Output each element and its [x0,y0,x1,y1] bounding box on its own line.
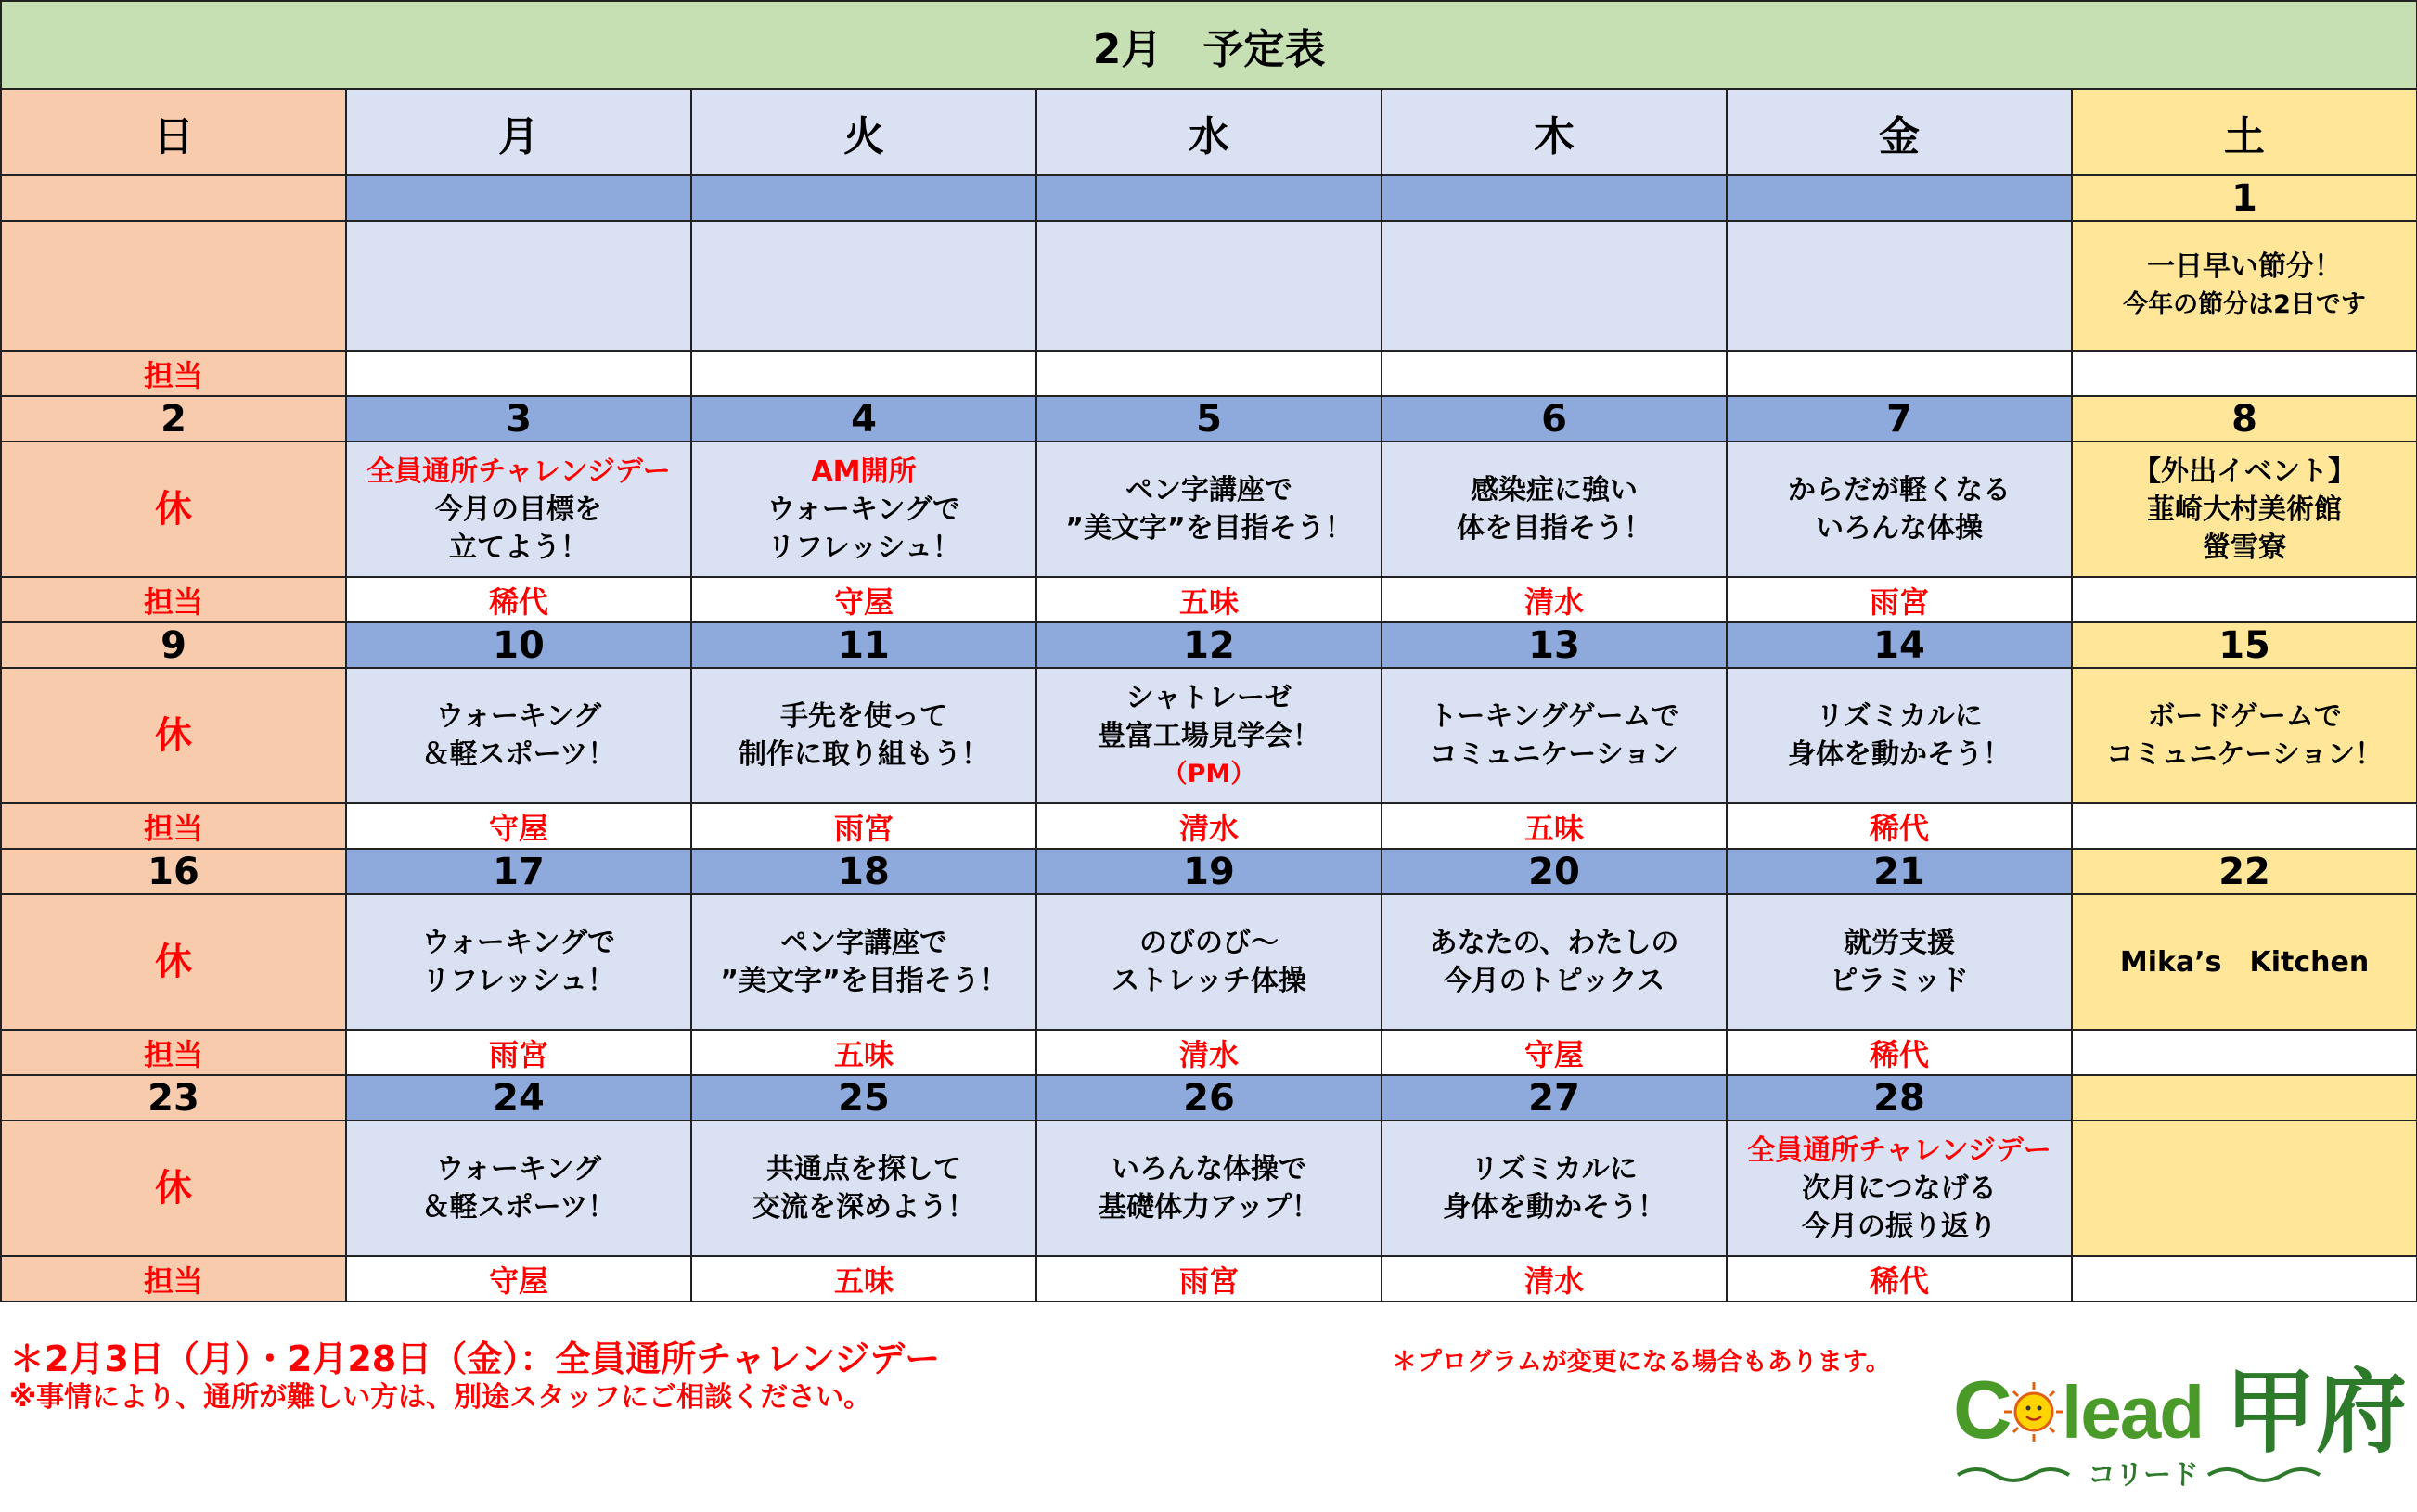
event-cell [2072,221,2417,351]
event-highlight: AM開所 [811,455,917,488]
date-number: 9 [1,622,346,668]
event-line: 今月のトピックス [1443,965,1665,997]
event-line: リフレッシュ！ [767,531,960,564]
event-text [2073,453,2416,567]
challenge-day-note: ＊2月3日（月）・2月28日（金）：全員通所チャレンジデー [9,1339,941,1379]
event-text [1037,471,1381,547]
sun-icon [2004,1382,2063,1442]
date-number: 6 [1382,396,1727,442]
staff-in-charge: 雨宮 [1727,577,2072,622]
logo-wave-right [2208,1469,2320,1480]
date-number: 16 [1,849,346,894]
date-number: 26 [1036,1075,1382,1121]
event-text [1728,471,2071,547]
staff-in-charge [2072,1030,2417,1075]
staff-in-charge [691,351,1036,396]
event-line: いろんな体操で [1112,1153,1306,1185]
program-change-note: ＊プログラムが変更になる場合もあります。 [1392,1348,1891,1377]
staff-in-charge [2072,351,2417,396]
consult-note: ※事情により、通所が難しい方は、別途スタッフにご相談ください。 [9,1381,872,1414]
logo-lead: lead [2062,1371,2204,1454]
event-text [692,924,1035,1000]
weekday-header: 火 [691,89,1036,175]
event-text [2073,698,2416,774]
staff-in-charge: 雨宮 [346,1030,691,1075]
staff-in-charge: 清水 [1036,803,1382,849]
staff-in-charge: 守屋 [346,803,691,849]
event-line: 一日早い節分！ [2147,250,2343,283]
event-line: のびのび～ [1139,927,1279,959]
tanto-label: 担当 [1,1030,346,1075]
date-number: 21 [1727,849,2072,894]
event-line: 身体を動かそう！ [1443,1191,1665,1224]
staff-in-charge [346,351,691,396]
date-number: 11 [691,622,1036,668]
event-text [1382,471,1726,547]
date-number [1036,175,1382,221]
date-number: 1 [2072,175,2417,221]
date-number: 13 [1382,622,1727,668]
staff-in-charge: 稀代 [346,577,691,622]
date-number: 17 [346,849,691,894]
tanto-label: 担当 [1,577,346,622]
tanto-label: 担当 [1,803,346,849]
date-number: 22 [2072,849,2417,894]
event-line: コミュニケーション [1429,738,1679,771]
staff-in-charge: 清水 [1036,1030,1382,1075]
event-line: 共通点を探して [766,1153,961,1185]
event-cell [2072,668,2417,803]
date-number [1,175,346,221]
rest-label: 休 [155,940,192,983]
event-line: ストレッチ体操 [1112,965,1306,997]
logo-sub: コリード [2088,1459,2199,1492]
event-cell [1036,668,1382,803]
event-text [2073,943,2416,981]
event-cell [1036,221,1382,351]
event-cell [691,668,1036,803]
logo-c: C [1953,1364,2012,1455]
date-number: 7 [1727,396,2072,442]
event-line: リズミカルに [1816,700,1983,733]
event-line: 交流を深めよう！ [752,1191,975,1224]
event-cell [691,894,1036,1030]
event-cell [2072,442,2417,577]
event-cell [691,442,1036,577]
staff-in-charge: 五味 [1382,803,1727,849]
event-line: リフレッシュ！ [422,965,615,997]
event-text [1728,924,2071,1000]
event-text [692,1150,1035,1226]
event-line: ウォーキングで [422,927,615,959]
event-text [1037,924,1381,1000]
staff-in-charge: 五味 [1036,577,1382,622]
event-cell [1036,894,1382,1030]
date-number: 25 [691,1075,1036,1121]
event-cell [1382,894,1727,1030]
event-line: コミュニケーション！ [2105,738,2384,771]
date-number: 28 [1727,1075,2072,1121]
date-number: 19 [1036,849,1382,894]
staff-in-charge: 雨宮 [691,803,1036,849]
event-note: （PM） [1162,759,1256,788]
event-cell [1036,442,1382,577]
tanto-label: 担当 [1,351,346,396]
event-cell [346,221,691,351]
event-cell [346,442,691,577]
date-number: 14 [1727,622,2072,668]
date-number: 27 [1382,1075,1727,1121]
event-line: 立てよう！ [449,531,588,564]
staff-in-charge: 稀代 [1727,803,2072,849]
event-text [1728,1170,2071,1246]
event-line: いろんな体操 [1816,512,1983,545]
event-text [347,924,690,1000]
date-number [2072,1075,2417,1121]
event-line: 身体を動かそう！ [1788,738,2011,771]
event-line: 豊富工場見学会！ [1098,719,1320,752]
sunday-cell [1,221,346,351]
event-cell [1727,668,2072,803]
event-text [1037,679,1381,755]
event-line: あなたの、わたしの [1429,927,1679,959]
notes [9,1338,940,1416]
staff-in-charge [1036,351,1382,396]
date-number: 2 [1,396,346,442]
event-text [1037,1150,1381,1226]
rest-label: 休 [155,1166,192,1210]
staff-in-charge: 稀代 [1727,1256,2072,1301]
event-cell [1036,1121,1382,1256]
event-line: 今月の振り返り [1802,1210,1997,1243]
event-line: ウォーキング [436,700,601,733]
event-line: 手先を使って [780,700,947,733]
event-cell [2072,894,2417,1030]
event-line: 次月につなげる [1802,1172,1997,1205]
event-line: 螢雪寮 [2203,531,2287,564]
colead-kofu-logo [1948,1354,2412,1503]
date-number: 8 [2072,396,2417,442]
logo-kanji: 甲府 [2225,1360,2408,1466]
rest-label: 休 [155,487,192,531]
staff-in-charge: 守屋 [1382,1030,1727,1075]
logo-wave-left [1958,1469,2069,1480]
event-text [347,1150,690,1226]
weekday-header: 月 [346,89,691,175]
staff-in-charge [1727,351,2072,396]
staff-in-charge: 五味 [691,1030,1036,1075]
date-number: 24 [346,1075,691,1121]
event-text [1382,698,1726,774]
event-line: 就労支援 [1844,927,1955,959]
staff-in-charge: 雨宮 [1036,1256,1382,1301]
event-cell [691,221,1036,351]
date-number: 12 [1036,622,1382,668]
date-number [1727,175,2072,221]
sunday-cell [1,442,346,577]
event-line: 制作に取り組もう！ [739,738,989,771]
weekday-header: 水 [1036,89,1382,175]
event-line: ウォーキングで [767,493,960,526]
rest-label: 休 [155,713,192,757]
date-number: 20 [1382,849,1727,894]
event-line: リズミカルに [1471,1153,1638,1185]
staff-in-charge: 守屋 [691,577,1036,622]
event-cell [1382,668,1727,803]
date-number: 4 [691,396,1036,442]
weekday-header: 金 [1727,89,2072,175]
event-line: からだが軽くなる [1788,474,2011,506]
event-line: 体を目指そう！ [1457,512,1652,545]
date-number: 23 [1,1075,346,1121]
staff-in-charge: 清水 [1382,1256,1727,1301]
event-line: 【外出イベント】 [2133,455,2357,488]
event-cell [1382,221,1727,351]
staff-in-charge: 五味 [691,1256,1036,1301]
event-line: ボードゲームで [2147,700,2342,733]
date-number: 15 [2072,622,2417,668]
event-highlight: 全員通所チャレンジデー [366,455,671,488]
event-line: 感染症に強い [1471,474,1638,506]
event-cell [1727,1121,2072,1256]
event-cell [1382,1121,1727,1256]
event-cell [346,1121,691,1256]
event-text [692,698,1035,774]
event-text [347,698,690,774]
date-number: 18 [691,849,1036,894]
staff-in-charge [2072,1256,2417,1301]
event-text [692,491,1035,567]
staff-in-charge [2072,577,2417,622]
sunday-cell [1,894,346,1030]
date-number: 10 [346,622,691,668]
event-cell [1727,894,2072,1030]
weekday-header: 日 [1,89,346,175]
event-line: ”美文字”を目指そう！ [720,965,1008,997]
event-cell [346,668,691,803]
event-text [1382,924,1726,1000]
staff-in-charge: 清水 [1382,577,1727,622]
event-line: ＆軽スポーツ！ [421,738,616,771]
event-line: 今年の節分は2日です [2123,290,2366,319]
event-text [347,491,690,567]
event-highlight: 全員通所チャレンジデー [1747,1134,2051,1167]
weekday-header: 木 [1382,89,1727,175]
event-line: ＆軽スポーツ！ [421,1191,616,1224]
tanto-label: 担当 [1,1256,346,1301]
event-cell [346,894,691,1030]
sunday-cell [1,1121,346,1256]
schedule-title: 2月 予定表 [1,1,2417,89]
event-line: ペン字講座で [1125,474,1292,506]
event-line: ペン字講座で [780,927,947,959]
event-cell [1727,442,2072,577]
date-number: 5 [1036,396,1382,442]
staff-in-charge: 稀代 [1727,1030,2072,1075]
event-line: ウォーキング [436,1153,601,1185]
event-line: Mika’s Kitchen [2119,945,2370,979]
event-text [2073,248,2416,324]
event-line: ”美文字”を目指そう！ [1065,512,1353,545]
event-cell [691,1121,1036,1256]
weekday-header: 土 [2072,89,2417,175]
staff-in-charge [1382,351,1727,396]
event-cell [1727,221,2072,351]
event-line: シャトレーゼ [1125,681,1292,714]
event-line: 韮崎大村美術館 [2147,493,2343,526]
event-line: ピラミッド [1830,965,1969,997]
event-cell [1382,442,1727,577]
event-line: 基礎体力アップ！ [1099,1191,1319,1224]
event-line: 今月の目標を [435,493,602,526]
event-line: トーキングゲームで [1429,700,1679,733]
date-number [1382,175,1727,221]
date-number [346,175,691,221]
sunday-cell [1,668,346,803]
date-number [691,175,1036,221]
staff-in-charge: 守屋 [346,1256,691,1301]
event-text [1728,698,2071,774]
staff-in-charge [2072,803,2417,849]
event-text [1382,1150,1726,1226]
event-cell [2072,1121,2417,1256]
date-number: 3 [346,396,691,442]
